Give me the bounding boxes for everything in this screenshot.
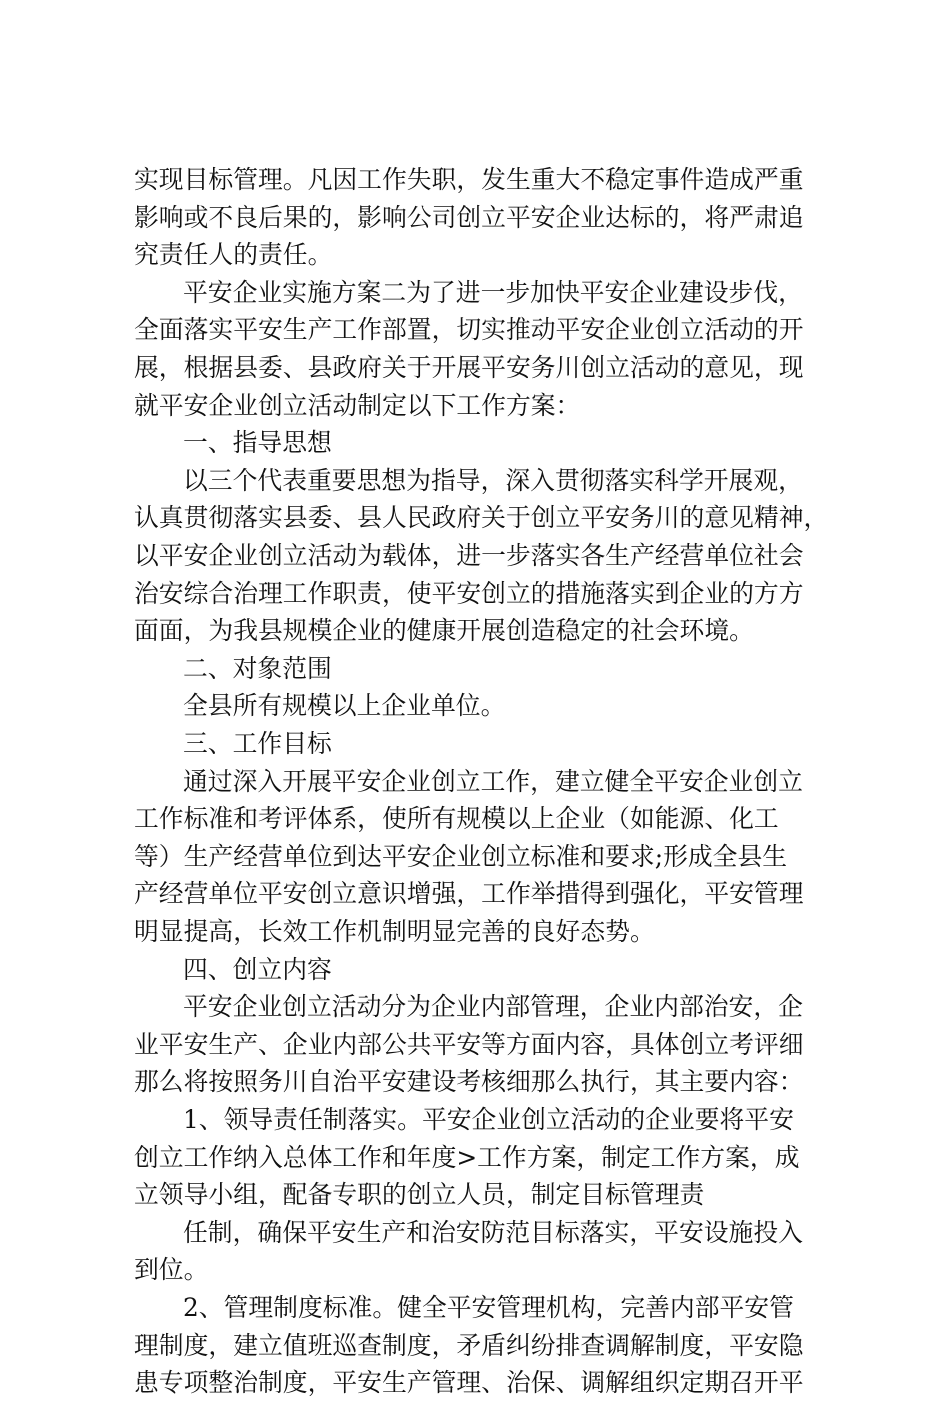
text-line: 究责任人的责任。 bbox=[134, 240, 333, 270]
text-line: 明显提高，长效工作机制明显完善的良好态势。 bbox=[134, 917, 655, 946]
text-line: 平安企业创立活动分为企业内部管理，企业内部治安，企 bbox=[183, 992, 803, 1022]
text-line: 全面落实平安生产工作部置，切实推动平安企业创立活动的开 bbox=[134, 315, 804, 345]
text-line: 平安企业实施方案二为了进一步加快平安企业建设步伐， bbox=[183, 277, 803, 307]
text-line: 产经营单位平安创立意识增强，工作举措得到强化，平安管理 bbox=[134, 879, 804, 909]
text-line: 全县所有规模以上企业单位。 bbox=[183, 691, 506, 721]
text-line: 以三个代表重要思想为指导，深入贯彻落实科学开展观， bbox=[183, 465, 803, 495]
text-line: 工作标准和考评体系，使所有规模以上企业（如能源、化工 bbox=[134, 804, 779, 834]
section-heading: 四、创立内容 bbox=[183, 954, 332, 984]
text-line: 患专项整治制度，平安生产管理、治保、调解组织定期召开平 bbox=[134, 1368, 804, 1398]
text-line: 理制度，建立值班巡查制度，矛盾纠纷排查调解制度，平安隐 bbox=[134, 1330, 804, 1360]
text-line: 治安综合治理工作职责，使平安创立的措施落实到企业的方方 bbox=[134, 578, 804, 608]
text-line: 面面，为我县规模企业的健康开展创造稳定的社会环境。 bbox=[134, 616, 754, 646]
text-line: 到位。 bbox=[134, 1255, 209, 1285]
text-line: 以平安企业创立活动为载体，进一步落实各生产经营单位社会 bbox=[134, 541, 804, 570]
text-line: 影响或不良后果的，影响公司创立平安企业达标的，将严肃追 bbox=[134, 202, 804, 232]
text-line: 1、领导责任制落实。平安企业创立活动的企业要将平安 bbox=[183, 1105, 794, 1134]
section-heading: 一、指导思想 bbox=[183, 428, 332, 458]
text-line: 就平安企业创立活动制定以下工作方案： bbox=[134, 390, 581, 420]
text-line: 实现目标管理。凡因工作失职，发生重大不稳定事件造成严重 bbox=[134, 165, 804, 194]
section-heading: 三、工作目标 bbox=[183, 729, 332, 758]
text-line: 通过深入开展平安企业创立工作，建立健全平安企业创立 bbox=[183, 766, 803, 796]
text-line: 任制，确保平安生产和治安防范目标落实，平安设施投入 bbox=[183, 1217, 803, 1247]
section-heading: 二、对象范围 bbox=[183, 653, 332, 683]
text-line: 那么将按照务川自治平安建设考核细那么执行，其主要内容： bbox=[134, 1067, 804, 1097]
text-line: 创立工作纳入总体工作和年度>工作方案，制定工作方案，成 bbox=[134, 1142, 800, 1172]
text-line: 2、管理制度标准。健全平安管理机构，完善内部平安管 bbox=[183, 1293, 794, 1322]
text-line: 业平安生产、企业内部公共平安等方面内容，具体创立考评细 bbox=[134, 1029, 804, 1059]
text-line: 等）生产经营单位到达平安企业创立标准和要求;形成全县生 bbox=[134, 841, 788, 871]
text-line: 展，根据县委、县政府关于开展平安务川创立活动的意见，现 bbox=[134, 353, 804, 382]
text-line: 认真贯彻落实县委、县人民政府关于创立平安务川的意见精神， bbox=[134, 503, 829, 533]
text-line: 立领导小组，配备专职的创立人员，制定目标管理责 bbox=[134, 1180, 705, 1210]
